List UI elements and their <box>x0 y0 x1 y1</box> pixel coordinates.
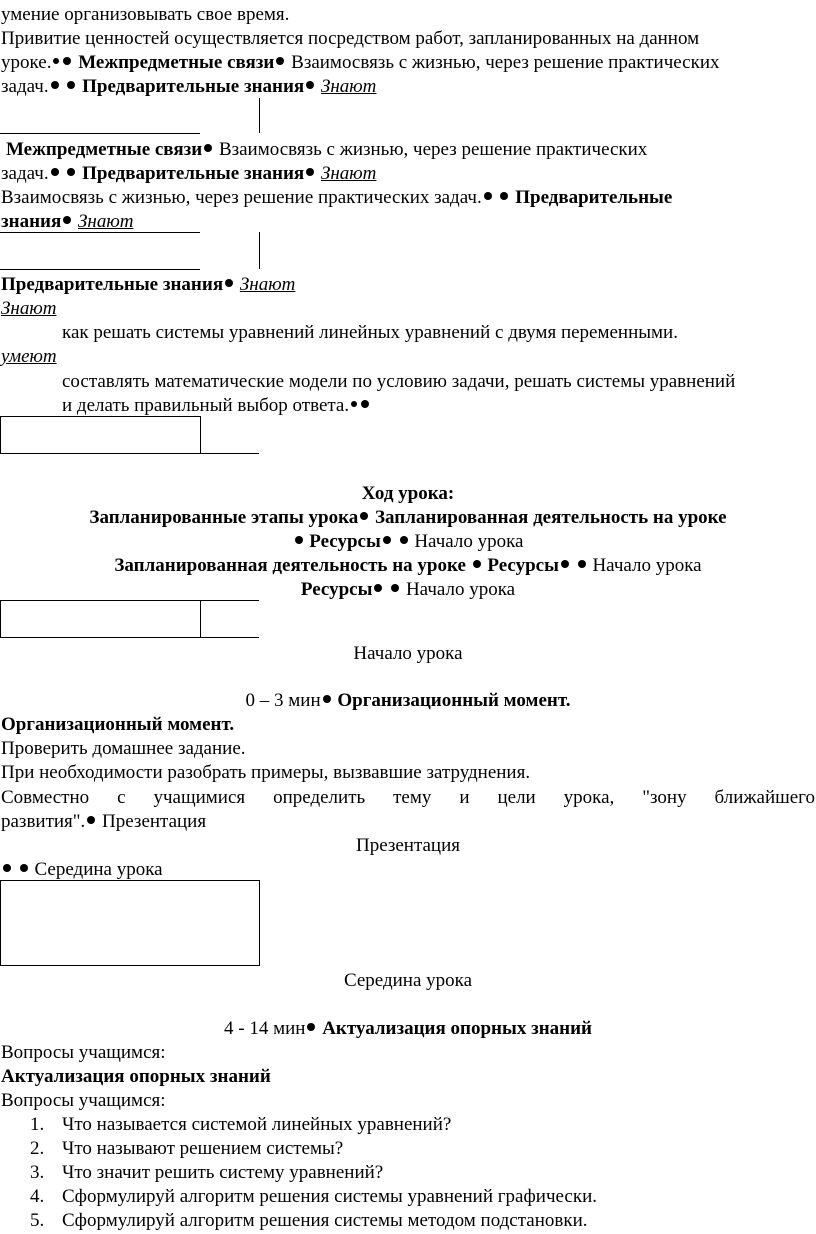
text-line: развития". Презентация <box>1 811 207 832</box>
bullet-icon <box>20 864 28 872</box>
table-rule <box>0 637 259 638</box>
text-line: 0 – 3 мин Организационный момент. <box>245 690 571 711</box>
table-cell-box <box>0 880 260 966</box>
text-line: Привитие ценностей осуществляется посредством работ, запланированных на данном <box>1 28 700 49</box>
table-rule <box>0 600 1 637</box>
bullet-icon <box>391 584 399 592</box>
bullet-icon <box>204 144 212 152</box>
bullet-icon <box>561 560 569 568</box>
bullet-icon <box>51 81 59 89</box>
bullet-icon <box>3 864 11 872</box>
text-line: При необходимости разобрать примеры, вызвавшие затруднения. <box>1 762 531 783</box>
text-line: Презентация <box>355 835 461 856</box>
bullet-icon <box>374 584 382 592</box>
text-line: Предварительные знания Знают <box>1 274 296 295</box>
bullet-icon <box>307 1023 315 1031</box>
text-line: задач. Предварительные знания Знают <box>1 163 377 184</box>
text-line: Вопросы учащимся: <box>1 1090 166 1111</box>
table-rule <box>0 133 200 134</box>
bullet-icon <box>53 58 59 64</box>
text-line: Ресурсы Начало урока <box>0 530 816 554</box>
bullet-icon <box>473 560 481 568</box>
bullet-icon <box>323 695 331 703</box>
text-line: Знают <box>1 298 57 319</box>
text-line: умеют <box>1 346 57 367</box>
bullet-icon <box>578 560 586 568</box>
text-line: Совместно с учащимися определить тему и цели урока, "зону ближайшего <box>1 787 815 808</box>
text-line: Запланированная деятельность на уроке Ресурсы Начало урока <box>114 555 702 576</box>
table-rule <box>200 600 201 637</box>
lesson-heading: Ход урока: <box>361 483 455 504</box>
text-line: Актуализация опорных знаний <box>1 1066 271 1087</box>
bullet-icon <box>360 512 368 520</box>
table-rule <box>0 453 259 454</box>
bullet-icon <box>87 816 95 824</box>
bullet-icon <box>306 168 314 176</box>
table-rule <box>0 232 200 233</box>
bullet-icon <box>351 401 357 407</box>
bullet-icon <box>484 192 492 200</box>
text-line: Середина урока <box>1 858 163 882</box>
text-line: знания Знают <box>1 211 134 232</box>
text-line: составлять математические модели по условию задачи, решать системы уравнений <box>62 371 736 392</box>
bullet-icon <box>306 81 314 89</box>
text-line: Середина урока <box>343 970 473 991</box>
bullet-icon <box>63 216 71 224</box>
bullet-icon <box>400 536 408 544</box>
table-rule <box>0 416 200 417</box>
bullet-icon <box>500 192 508 200</box>
text-line: 4 - 14 мин Актуализация опорных знаний <box>224 1018 592 1039</box>
bullet-icon <box>361 400 369 408</box>
text-line: как решать системы уравнений линейных уравнений с двумя переменными. <box>62 322 678 343</box>
text-line: Начало урока <box>353 643 463 664</box>
bullet-icon <box>295 536 303 544</box>
bullet-icon <box>67 81 75 89</box>
table-rule <box>0 269 200 270</box>
text-line: Ресурсы Начало урока <box>300 579 516 600</box>
table-rule <box>259 98 260 133</box>
bullet-icon <box>63 57 71 65</box>
text-line: Межпредметные связи Взаимосвязь с жизнью, через решение практических <box>6 139 648 160</box>
text-line: и делать правильный выбор ответа. <box>62 394 371 418</box>
bullet-icon <box>51 168 59 176</box>
table-rule <box>0 600 259 601</box>
table-rule <box>0 416 1 453</box>
bullet-icon <box>67 168 75 176</box>
text-line: умение организовывать свое время. <box>1 4 290 25</box>
bullet-icon <box>383 536 391 544</box>
bullet-icon <box>225 279 233 287</box>
text-line: Организационный момент. <box>1 714 235 735</box>
bullet-icon <box>276 57 284 65</box>
text-line: уроке. Межпредметные связи Взаимосвязь с жизнью, через решение практических <box>1 52 720 73</box>
text-line: Проверить домашнее задание. <box>1 738 246 759</box>
table-rule <box>259 232 260 269</box>
text-line: Вопросы учащимся: <box>1 1042 166 1063</box>
text-line: задач. Предварительные знания Знают <box>1 76 377 97</box>
text-line: Запланированные этапы урока Запланированная деятельность на уроке <box>89 507 727 528</box>
table-rule <box>200 416 201 453</box>
text-line: Взаимосвязь с жизнью, через решение практических задач. Предварительные <box>1 187 673 208</box>
